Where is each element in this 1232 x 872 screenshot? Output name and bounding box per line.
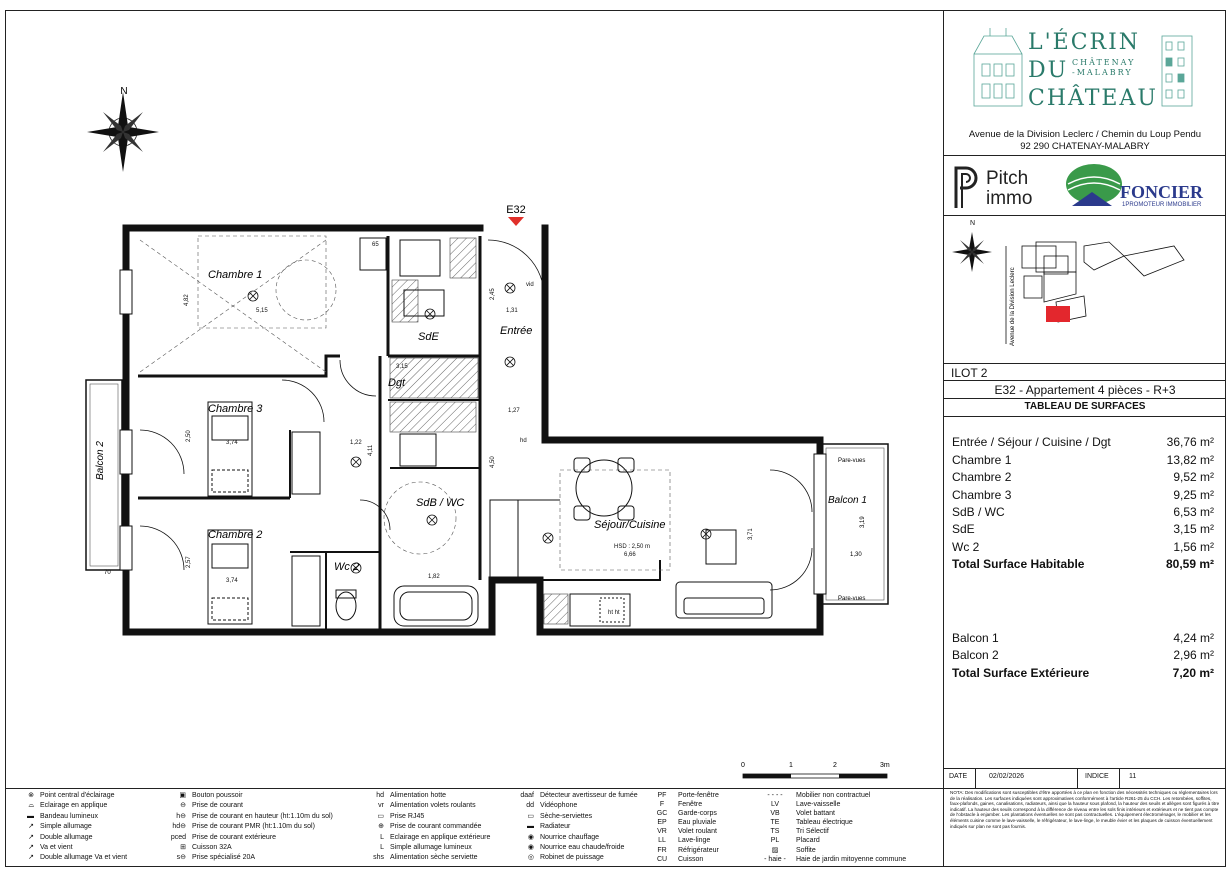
surface-row: Chambre 1 13,82 m² — [952, 453, 1214, 467]
pitch-top: Pitch — [986, 168, 1029, 189]
surface-table-title: TABLEAU DE SURFACES — [1024, 401, 1146, 412]
room-balcon1: Balcon 1 — [828, 495, 867, 506]
room-dgt: Dgt — [388, 377, 406, 389]
scale-tick: 1 — [789, 762, 793, 769]
site-street-label: Avenue de la Division Leclerc — [1010, 267, 1016, 346]
site-plan — [944, 216, 1224, 362]
legend-col5: PF Porte-fenêtre F Fenêtre GC Garde-corps EP Eau pluviale VR Volet roulant LL Lave-linge FR Réfrigérateur CU Cuisson — [656, 792, 719, 863]
surface-row: SdE 3,15 m² — [952, 522, 1214, 536]
surface-row: Wc 2 1,56 m² — [952, 540, 1214, 554]
dim-label: 3,74 — [226, 440, 238, 446]
site-plan-drawing — [944, 216, 1224, 362]
surface-row: Entrée / Séjour / Cuisine / Dgt 36,76 m² — [952, 435, 1214, 449]
dim-label: 1,27 — [508, 408, 520, 414]
brand-small1: CHÂTENAY — [1072, 58, 1136, 67]
bed-chambre3 — [208, 402, 252, 496]
dim-label: 3,19 — [860, 516, 866, 528]
room-chambre3: Chambre 3 — [208, 403, 263, 415]
divider — [943, 380, 1226, 381]
dim-label: vid — [526, 282, 534, 288]
room-balcon2: Balcon 2 — [95, 441, 106, 480]
dim-label: 3,15 — [396, 364, 408, 370]
room-sejour: Séjour/Cuisine — [594, 519, 666, 531]
date-index-row — [943, 768, 1226, 788]
entry-marker-icon — [508, 217, 524, 226]
notes: NOTA: Des modifications sont susceptibles d'être apportées à ce plan en fonction des nécessités techniques ou réglementaires lors de la réalisation. Les surfaces indiquées sont approximatives conformément à l'article R261-25 du CCH. Les retombées, soffites, faux-plafonds, gaines, canalisations, radiateurs, ainsi que la hauteur sous plafond, la hauteur des seuils et allèges sont figurés à titre indicatif. La hauteur des seuils correspond à la différence de niveau entre les sols finis intérieurs et extérieurs et ne tient pas compte de l'obstacle à enjamber. Les plantations éventuelles ne sont pas contractuelles. L'équipement électroménager, le mobilier et les éléments cuisine comme le lave-vaisselle, le réfrigérateur, le lave-linge, le meuble évier et les plaques de cuisson éventuellement indiqués sur plan ne sont pas fournis. — [950, 790, 1220, 829]
legend-col6: - - - - Mobilier non contractuel LV Lave-vaisselle VB Volet battant TE Tableau électrique TS Tri Sélectif PL Placard ▨ Soffite - haie - Haie de jardin mitoyenne commune — [764, 792, 907, 863]
divider — [943, 398, 1226, 399]
site-north-label: N — [970, 220, 976, 227]
hsd-label: HSD : 2,50 m — [614, 544, 651, 550]
foncier-logo — [1064, 162, 1222, 212]
chateau-drawing-icon — [970, 24, 1026, 108]
pitch-immo-logo — [950, 162, 1056, 212]
building-drawing-icon — [1160, 32, 1196, 108]
scale-tick: 2 — [833, 762, 837, 769]
scale-bar — [741, 762, 890, 778]
apartment-label: E32 - Appartement 4 pièces - R+3 — [994, 383, 1176, 397]
address-line2: 92 290 CHATENAY-MALABRY — [1020, 141, 1150, 152]
scale-tick: 0 — [741, 762, 745, 769]
pitch-p-icon — [950, 162, 982, 210]
address-line1: Avenue de la Division Leclerc / Chemin du Loup Pendu — [968, 129, 1202, 140]
legend-col3: hd Alimentation hotte vr Alimentation volets roulants ▭ Prise RJ45 ⊕ Prise de courant commandée L Eclairage en applique extérieure L Simple allumage lumineux shs Alimentation sèche serviette — [373, 792, 491, 862]
divider — [943, 363, 1226, 364]
room-wc2: Wc 2 — [334, 561, 360, 573]
foncier-emblem-icon — [1064, 162, 1128, 210]
dim-label: 70 — [104, 570, 111, 576]
room-chambre2: Chambre 2 — [208, 529, 263, 541]
dim-label: 5,15 — [256, 308, 268, 314]
dim-label: 4,50 — [490, 456, 496, 468]
site-compass-icon — [952, 232, 992, 272]
ecrin-logo — [970, 24, 1200, 114]
divider — [943, 155, 1226, 156]
dim-label: 6,66 — [624, 552, 636, 558]
pare-vues-label: Pare-vues — [838, 458, 866, 464]
total-exterior-row: Total Surface Extérieure 7,20 m² — [952, 666, 1214, 680]
surface-row: Chambre 2 9,52 m² — [952, 470, 1214, 484]
pitch-bottom: immo — [986, 188, 1033, 209]
ilot-label: ILOT 2 — [951, 366, 988, 380]
notes-divider — [943, 788, 944, 867]
scale-tick: 3m — [880, 762, 890, 769]
balcony-2 — [86, 380, 122, 576]
date-value: 02/02/2026 — [989, 773, 1025, 780]
room-entree: Entrée — [500, 325, 533, 337]
compass-rose-icon — [87, 92, 159, 172]
exterior-row: Balcon 1 4,24 m² — [952, 631, 1214, 645]
dim-label: 1,30 — [850, 552, 862, 558]
dim-label: 1,31 — [506, 308, 518, 314]
dim-label: hd — [520, 438, 527, 444]
room-chambre1: Chambre 1 — [208, 269, 263, 281]
divider — [943, 416, 1226, 417]
dim-label: 3,74 — [226, 578, 238, 584]
dining-table — [574, 458, 634, 520]
dim-label: 2,50 — [186, 430, 192, 442]
pare-vues-label: Pare-vues — [838, 596, 866, 602]
sofa — [676, 582, 772, 618]
foncier-sub: 1PROMOTEUR IMMOBILIER — [1122, 202, 1202, 208]
dim-label: ht ht — [608, 610, 620, 616]
bed-chambre2 — [208, 530, 252, 624]
index-value: 11 — [1129, 773, 1137, 780]
room-sdb-wc: SdB / WC — [416, 497, 465, 509]
legend-col2: ▣ Bouton poussoir ⊖ Prise de courant h⊖ Prise de courant en hauteur (ht:1.10m du sol) hd⊖ Prise de courant PMR (ht:1.10m du sol) pced Prise de courant extérieure ⊞ Cuisson 32A s⊖ Prise spécialisé 20A — [170, 792, 333, 862]
surface-row: SdB / WC 6,53 m² — [952, 505, 1214, 519]
index-label: INDICE — [1085, 773, 1109, 780]
room-sde: SdE — [418, 331, 439, 343]
legend-col1: ⊗ Point central d'éclairage ⌓ Eclairage en applique ▬ Bandeau lumineux ↗ Simple allumage ↗ Double allumage ↗ Va et vient ↗ Double allumage Va et vient — [27, 792, 128, 862]
entry-tag: E32 — [506, 204, 526, 216]
dim-label: 4,82 — [184, 294, 190, 306]
legend-col4: daaf Détecteur avertisseur de fumée dd Vidéophone ▭ Sèche-serviettes ▬ Radiateur ◉ Nourrice chauffage ◉ Nourrice eau chaude/froide ◎ Robinet de puissage — [520, 792, 638, 862]
exterior-row: Balcon 2 2,96 m² — [952, 648, 1214, 662]
dim-label: 1,22 — [350, 440, 362, 446]
dim-label: 3,71 — [748, 528, 754, 540]
date-label: DATE — [949, 773, 968, 780]
dim-label: 65 — [372, 242, 379, 248]
brand-small2: -MALABRY — [1072, 68, 1133, 77]
total-habitable-row: Total Surface Habitable 80,59 m² — [952, 557, 1214, 571]
dim-label: 4,11 — [368, 444, 374, 456]
dim-label: 2,45 — [490, 288, 496, 300]
balcony-1 — [822, 444, 888, 604]
surface-row: Chambre 3 9,25 m² — [952, 488, 1214, 502]
dim-label: 2,57 — [186, 556, 192, 568]
foncier-name: FONCIER — [1120, 182, 1204, 202]
brand-line2: DU — [1028, 58, 1069, 83]
plan-north-label: N — [120, 86, 128, 97]
brand-line1: L'ÉCRIN — [1028, 30, 1141, 55]
dim-label: 1,82 — [428, 574, 440, 580]
brand-line3: CHÂTEAU — [1028, 86, 1158, 111]
